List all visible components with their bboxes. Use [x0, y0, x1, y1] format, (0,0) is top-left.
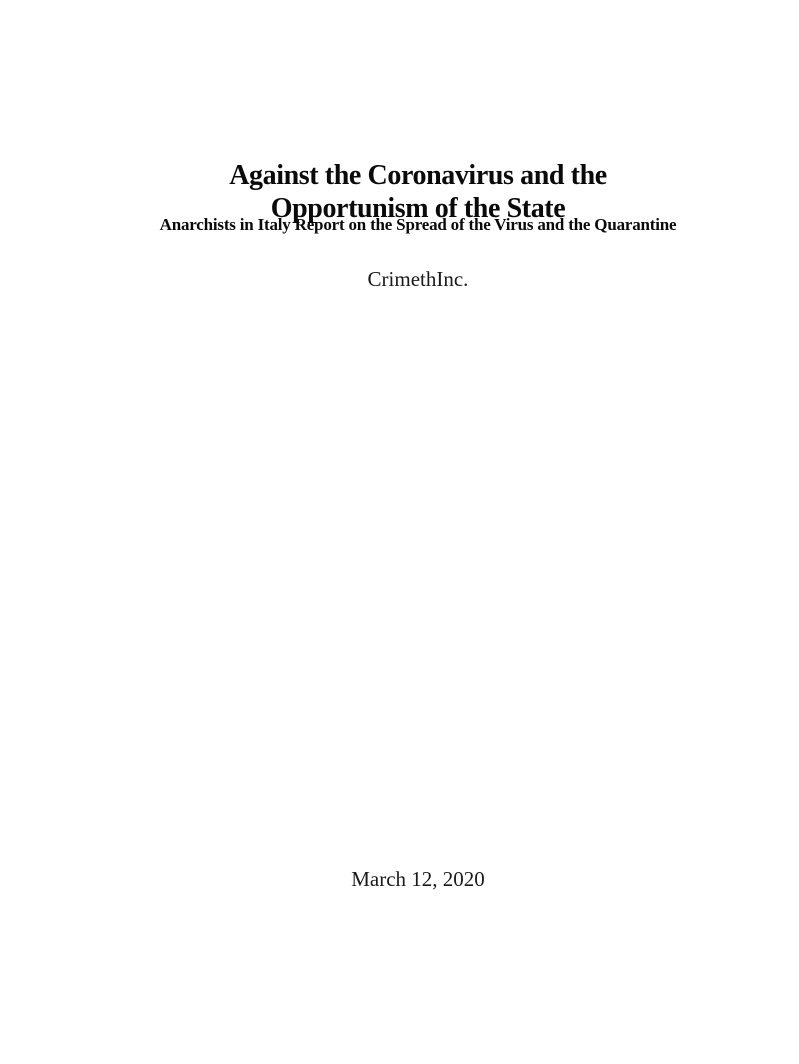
document-author: CrimethInc.	[367, 267, 469, 291]
title-line-2: Opportunism of the State	[270, 192, 566, 224]
document-subtitle: Anarchists in Italy Report on the Spread of the Virus and the Quarantine	[159, 215, 677, 234]
title-line-1: Against the Coronavirus and the	[229, 159, 607, 191]
document-date: March 12, 2020	[351, 867, 485, 891]
